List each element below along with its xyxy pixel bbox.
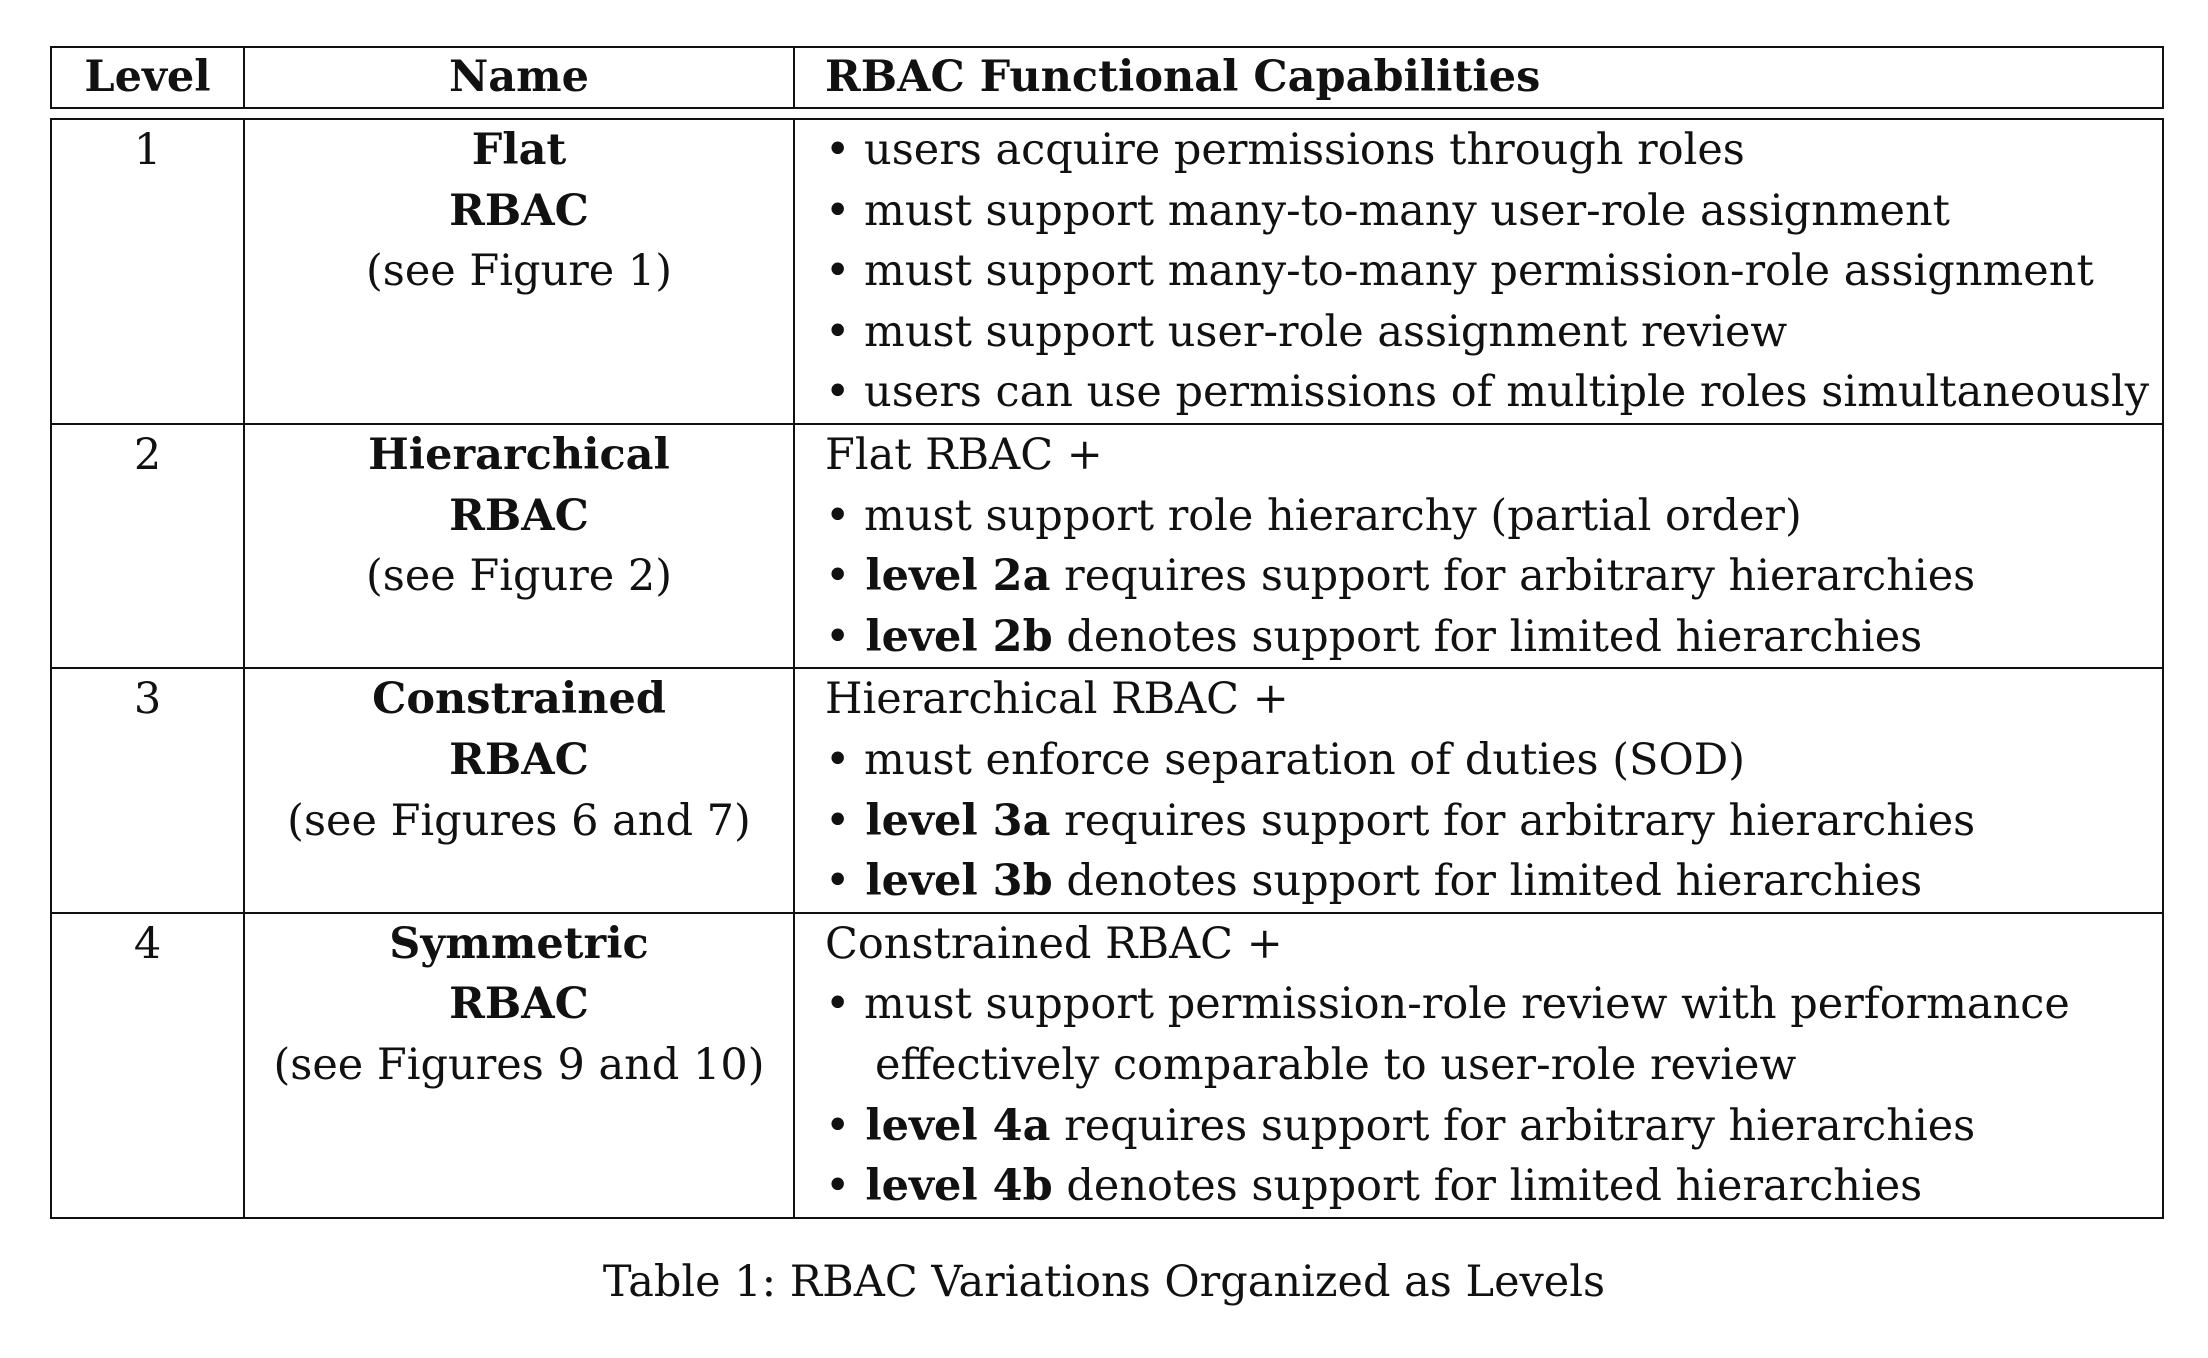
capability-text: Hierarchical RBAC + <box>825 674 1289 725</box>
level-cell <box>51 424 244 668</box>
capability-text: requires support for arbitrary hierarchies <box>1050 1100 1976 1151</box>
level-variant-label: level 4a <box>850 1100 1051 1151</box>
name-cell <box>244 119 794 424</box>
capability-line <box>825 181 2162 242</box>
level-number: 4 <box>133 918 162 969</box>
bullet-icon: • <box>825 246 851 297</box>
capability-text: must support permission-role review with performance <box>850 979 2070 1030</box>
capability-line <box>825 1156 2162 1217</box>
capability-line <box>825 486 2162 547</box>
capability-text: must support role hierarchy (partial order) <box>850 490 1802 541</box>
figure-reference: (see Figure 2) <box>365 551 673 602</box>
name-rbac: RBAC <box>449 185 589 236</box>
capability-line <box>825 120 2162 181</box>
name-cell <box>244 424 794 668</box>
capability-line <box>825 851 2162 912</box>
capability-text: must enforce separation of duties (SOD) <box>850 734 1746 785</box>
capability-line <box>825 1096 2162 1157</box>
capability-text: denotes support for limited hierarchies <box>1052 1161 1923 1212</box>
capability-line <box>825 730 2162 791</box>
bullet-icon: • <box>825 795 851 846</box>
capability-line <box>825 1035 2162 1096</box>
bullet-icon: • <box>825 125 851 175</box>
capability-line <box>825 607 2162 668</box>
level-cell <box>51 668 244 912</box>
capability-text: effectively comparable to user-role review <box>875 1039 1797 1090</box>
bullet-icon: • <box>825 1161 851 1212</box>
capability-line <box>825 241 2162 302</box>
figure-reference: (see Figures 9 and 10) <box>273 1039 765 1090</box>
capabilities-cell <box>794 668 2163 912</box>
header-capabilities: RBAC Functional Capabilities <box>794 47 2163 108</box>
figure-reference: (see Figure 1) <box>365 246 673 297</box>
capability-line <box>825 425 2162 486</box>
bullet-icon: • <box>825 1100 851 1151</box>
level-cell <box>51 119 244 424</box>
name-title: Hierarchical <box>368 429 670 480</box>
table-row <box>51 668 2163 912</box>
level-number: 2 <box>133 429 162 480</box>
bullet-icon: • <box>825 611 851 662</box>
capability-text: must support user-role assignment review <box>850 306 1788 357</box>
table-row <box>51 913 2163 1218</box>
name-rbac: RBAC <box>449 979 589 1030</box>
name-title: Constrained <box>372 674 666 725</box>
table-header <box>50 46 2164 109</box>
capabilities-cell <box>794 424 2163 668</box>
capability-text: Flat RBAC + <box>825 429 1103 480</box>
bullet-icon: • <box>825 734 851 785</box>
bullet-icon: • <box>825 979 851 1030</box>
capability-line <box>825 669 2162 730</box>
level-number: 1 <box>133 125 162 175</box>
name-title: Flat <box>471 125 567 175</box>
capability-text: users acquire permissions through roles <box>850 125 1745 175</box>
capability-text: users can use permissions of multiple roles simultaneously <box>850 367 2150 418</box>
name-rbac: RBAC <box>449 734 589 785</box>
level-variant-label: level 4b <box>850 1161 1053 1212</box>
name-cell <box>244 913 794 1218</box>
capability-line <box>825 546 2162 607</box>
bullet-icon: • <box>825 551 851 602</box>
bullet-icon: • <box>825 856 851 907</box>
table-rows <box>51 119 2163 1218</box>
level-cell <box>51 913 244 1218</box>
level-variant-label: level 2a <box>850 551 1051 602</box>
header-name: Name <box>244 47 794 108</box>
figure-reference: (see Figures 6 and 7) <box>287 795 751 846</box>
bullet-icon: • <box>825 367 851 418</box>
capability-line <box>825 791 2162 852</box>
header-row <box>51 47 2163 108</box>
level-number: 3 <box>133 674 162 725</box>
header-level: Level <box>51 47 244 108</box>
capability-line <box>825 362 2162 423</box>
name-rbac: RBAC <box>449 490 589 541</box>
capability-text: requires support for arbitrary hierarchies <box>1050 551 1976 602</box>
capability-text: Constrained RBAC + <box>825 918 1283 969</box>
table-row <box>51 424 2163 668</box>
level-variant-label: level 3a <box>850 795 1051 846</box>
table-caption: Table 1: RBAC Variations Organized as Levels <box>602 1257 1606 1307</box>
level-variant-label: level 3b <box>850 856 1053 907</box>
table-row <box>51 119 2163 424</box>
name-title: Symmetric <box>389 918 649 969</box>
capability-line <box>825 974 2162 1035</box>
capabilities-cell <box>794 119 2163 424</box>
capability-text: must support many-to-many permission-role assignment <box>850 246 2094 297</box>
bullet-icon: • <box>825 306 851 357</box>
capability-text: must support many-to-many user-role assignment <box>850 185 1950 236</box>
capabilities-cell <box>794 913 2163 1218</box>
name-cell <box>244 668 794 912</box>
bullet-icon: • <box>825 185 851 236</box>
table-body <box>50 118 2164 1219</box>
capability-line <box>825 914 2162 975</box>
capability-text: requires support for arbitrary hierarchies <box>1050 795 1976 846</box>
capability-text: denotes support for limited hierarchies <box>1052 611 1923 662</box>
level-variant-label: level 2b <box>850 611 1053 662</box>
capability-line <box>825 302 2162 363</box>
capability-text: denotes support for limited hierarchies <box>1052 856 1923 907</box>
bullet-icon: • <box>825 490 851 541</box>
